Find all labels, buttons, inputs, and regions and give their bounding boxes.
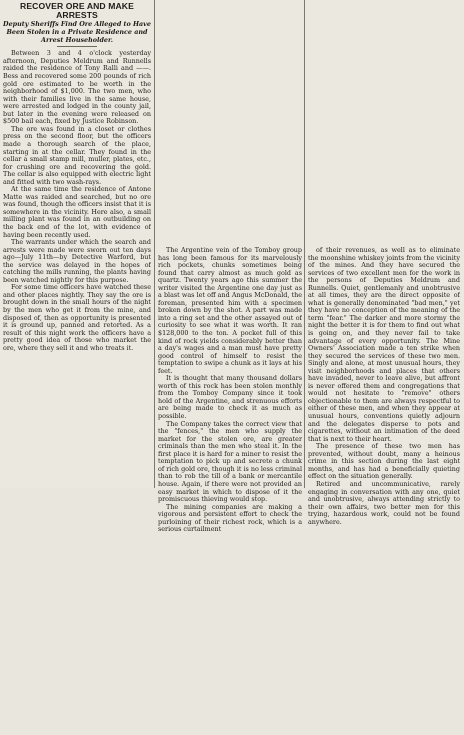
paragraph: The Argentine vein of the Tomboy group has long been famous for its marvelously rich pockets, chunks sometimes being found that carry almost as much gold as quartz. Twenty years ago this summer the writer visited the Argentine one day just as a blast was let off and Angus McDonald, the foreman, presented him with a specimen broken down by the shot. A part was made into a ring set and the other assayed out of curiosity to see what it was worth. It ran $128,000 to the ton. A pocket full of this kind of rock yields considerably better than a day's wages and a man must have pretty good control of himself to resist the temptation to swipe a chunk as it lays at his feet. [158,247,302,375]
paragraph: The mining companies are making a vigorous and persistent effort to check the purloining of their richest rock, which is a serious curtailment [158,502,302,534]
column-rule [154,0,155,488]
paragraph: At the same time the residence of Antone Matte was raided and searched, but no ore was found, though the officers insist that it is somewhere in the vicinity. Here also, a small milling plant was found in an outbuilding on the back end of the lot, with evidence of having been recently used. [3,185,151,239]
column-3 [308,247,460,735]
paragraph: For some time officers have watched these and other places nightly. They say the ore is brought down in the small hours of the night by the men who get it from the mine, and disposed of, then as opportunity is presented it is ground up, panned and retorted. As a result of this night work the officers have a pretty good idea of those who market the ore, where they sell it and who treats it. [3,283,151,352]
paragraph: It is thought that many thousand dollars worth of this rock has been stolen monthly from the Tomboy Company since it took hold of the Argentine, and strenuous efforts are being made to check it as much as possible. [158,374,302,421]
divider [57,46,97,47]
headline: RECOVER ORE AND MAKE ARRESTS [20,1,134,20]
paragraph: The presence of these two men has prevented, without doubt, many a heinous crime in this section during the last eight months, and has had a beneficially quieting effect on the situation generally. [308,442,460,481]
column-2 [158,247,302,735]
paragraph: The ore was found in a closet or clothes press on the second floor, but the officers made a thorough search of the place, starting in at the cellar. They found in the cellar a small stamp mill, muller, plates, etc., for crushing ore and recovering the gold. The cellar is also equipped with electric light and fitted with two wash-rays. [3,124,151,186]
column-rule [304,0,305,488]
subheadline: Deputy Sheriffs Find Ore Alleged to Have Been Stolen in a Private Residence and Arrest Householder. [3,20,151,44]
paragraph: Retired and uncommunicative, rarely engaging in conversation with any one, quiet and unobtrusive, always attending strictly to their own affairs, two better men for this trying, hazardous work, could not be found anywhere. [308,479,460,526]
column-1 [3,0,151,488]
paragraph: of their revenues, as well as to eliminate the moonshine whiskey joints from the vicinity of the mines. And they have secured the services of two excellent men for the work in the persons of Deputies Meldrum and Runnells. Quiet, gentlemanly and unobtrusive at all times, they are the direct opposite of what is generally denominated "bad men," yet they have no conception of the meaning of the term "fear." The darker and more stormy the night the better it is for them to find out what is going on, and they never fail to take advantage of every opportunity. The Mine Owners' Association made a ten strike when they secured the services of these two men. Singly and alone, at most unusual hours, they visit neighborhoods and places that others have invaded, never to leave alive, but affront is never offered them and congregations that would not hesitate to "remove" others objectionable to them are always respectful to either of these men, and when they appear at unusual hours, conventions quietly adjourn and the delegates disperse to pots and cigarettes, without an intimation of the deed that is next to their heart. [308,247,460,443]
paragraph: Between 3 and 4 o'clock yesterday afternoon, Deputies Meldrum and Runnells raided the residence of Tony Ralli and ——. Bess and recovered some 200 pounds of rich gold ore estimated to be worth in the neighborhood of $1,000. The two men, who with their families live in the same house, were arrested and lodged in the county jail, but later in the evening were released on $500 bail each, fixed by Justice Robinson. [3,49,151,126]
paragraph: The Company takes the correct view that the "fences," the men who supply the market for the stolen ore, are greater criminals than the men who steal it. In the first place it is hard for a miner to resist the temptation to pick up and secrete a chunk of rich gold ore, though it is no less criminal than to rob the till of a bank or mercantile house. Again, if there were not provided an easy market in which to dispose of it the promiscuous thieving would stop. [158,419,302,504]
paragraph: The warrants under which the search and arrests were made were sworn out ten days ago—July 11th—by Detective Warford, but the service was delayed in the hopes of catching the mills running, the plants having been watched nightly for this purpose. [3,238,151,284]
